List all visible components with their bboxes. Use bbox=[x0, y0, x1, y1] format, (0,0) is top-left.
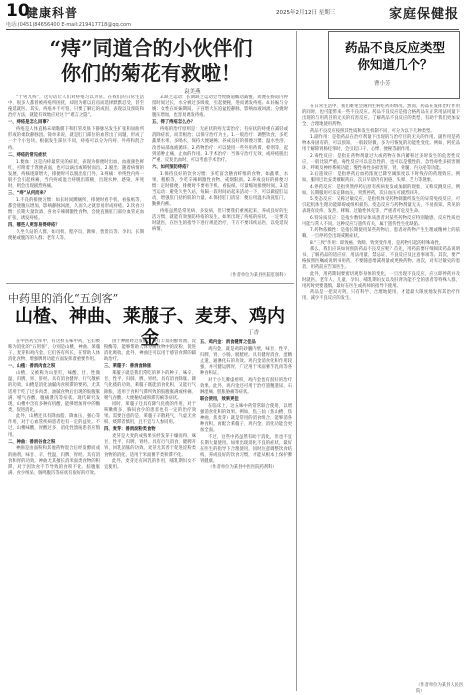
article-b-column-3 bbox=[200, 339, 292, 689]
subheading: 二、神曲：善消谷食之积 bbox=[8, 439, 56, 445]
article-c-author: 曹小芳 bbox=[374, 81, 391, 87]
paragraph: 在日常生活中，我们难免会遇到生病吃药的情况。然而，药品在发挥治疗作用的同时，也可能带来一些不良反应。药品不良反应是指合格药品在正常用法用量下出现的与用药目的无关的有害反应。了解药品不良反应的类型，有助于我们更加安全、合理地使用药物。 bbox=[302, 104, 460, 128]
paragraph: 此外，用药期间要密切观察身体的变化，一旦出现不良反应，应立即停药并及时就医。老年人、儿童、孕妇、哺乳期妇女以及肝肾功能不全的患者等特殊人群，用药时更要谨慎，最好在医生或药师的指导下使用。 bbox=[302, 271, 460, 289]
subheading: 四、麦芽：善消淀粉类食物 bbox=[104, 427, 156, 433]
paragraph: （作者单位为某县中医医院药剂科） bbox=[208, 465, 277, 471]
paragraph: 由于神曲经过发酵，含有丰富的酵母菌、淀粉酶等，能够帮助人体分解食物中的淀粉，促进消化吸收。此外，神曲还可以用于感冒食滞的辅助治疗。 bbox=[104, 339, 196, 363]
subheading: 四、哪些人更容易得痔疮？ bbox=[8, 223, 60, 229]
paragraph: 痔疮虽然是常见病、多发病，但只要我们重视起来，养成良好的生活习惯，就能有效预防痔疮的发生。如果出现了痔疮的症状，一定要及时就医，在医生的指导下进行规范治疗，千万不要讳疾忌医，以免延误病情。 bbox=[152, 208, 288, 232]
paragraph: 3.缺乏运动：长期缺乏运动会导致肠道蠕动减慢，粪便在肠道内停留时间过长，水分被过多吸收，引起便秘，进而诱发痔疮。4.妊娠与分娩：女性在妊娠期间，子宫增大压迫盆腔静脉，影响血液回流；分娩时腹压增加，也容易诱发痔疮。 bbox=[152, 95, 288, 119]
article-a-headline-line1: “痔”同道合的小伙伴们 bbox=[49, 36, 253, 60]
paragraph: 4.停药反应：是指突然停药后原有疾病复发或加剧的现象，又称反跳反应。例如，长期服用可乐定降血压，突然停药，次日血压可剧烈回升。 bbox=[302, 184, 460, 196]
paragraph: 痔疮是人体直肠末端黏膜下和肛管皮肤下静脉丛发生扩张和屈曲所形成的柔软静脉团。简单来说，就是肛门部位的血管出了问题，形成了一个个小包块。根据发生部位不同，痔疮可以分为内痔、外痔和混合痔。 bbox=[8, 127, 144, 151]
paragraph: 6.特异质反应：是指少数特异体质患者对某些药物反应特别敏感，反应性质也可能与常人不同。这种反应与遗传有关，属于遗传性生化缺陷。 bbox=[302, 215, 460, 227]
article-b-headline: 山楂、神曲、莱菔子、麦芽、鸡内金 bbox=[15, 306, 285, 349]
paragraph: 不过，这些中药虽然有助于消化，但也不宜长期大量使用。如果出现消化不良的症状，最好在医生的指导下合理使用，同时注意调整饮食结构，养成良好的饮食习惯，才能从根本上保护脾胃健康。 bbox=[200, 434, 292, 464]
article-c-headline-line2: 你知道几个？ bbox=[357, 57, 433, 72]
article-b-kicker: 中药里的消化“五剑客” bbox=[8, 292, 119, 305]
subheading: 六、如何预防痔疮？ bbox=[152, 164, 191, 170]
paragraph: 1.副作用：是指药品在治疗剂量下出现的与治疗目的无关的作用。副作用是药物本身固有的，可以预知，一般较轻微，多为可恢复的功能性变化。例如，阿托品用于解除胃肠痉挛时，会引起口干、心悸、便秘等副作用。 bbox=[302, 135, 460, 153]
article-b-column-2 bbox=[104, 339, 196, 689]
article-c-author-note: （作者单位为某县人民医院） bbox=[416, 683, 464, 694]
paragraph: 5.变态反应：又称过敏反应，是指机体受药物刺激所发生的异常免疫反应，可引起机体生理功能障碍或组织损伤。变态反应与药物剂量无关，不易预知。常见的表现有皮疹、发热、哮喘、过敏性休克等，严重者可危及生命。 bbox=[302, 197, 460, 215]
section-name: 健康科普 bbox=[26, 6, 79, 20]
article-a-author-note: （作者单位为某县医院肛肠科） bbox=[228, 273, 289, 278]
paragraph: 3.后遗效应：是指停药后血药浓度已降至阈浓度以下时残存的药理效应。例如，服用巴比妥类催眠药后，次日早晨仍有困倦、头晕、乏力等现象。 bbox=[302, 172, 460, 184]
masthead-divider bbox=[6, 29, 459, 30]
article-c-headline bbox=[336, 39, 454, 73]
subheading: 五、得了痔疮怎么办？ bbox=[152, 120, 195, 126]
paragraph: 药品是一把双刃剑，只有科学、合理地使用，才能最大限度地发挥其治疗作用，减少不良反应的发生。 bbox=[302, 290, 460, 302]
paragraph: 此外，麦芽还有回乳的作用，哺乳期妇女不宜使用。 bbox=[104, 458, 196, 471]
article-c-headline-line1: 药品不良反应类型 bbox=[344, 40, 445, 55]
paragraph: 痔疮的治疗原则是：无症状的痔无需治疗；有症状的痔重在减轻或消除症状，而非根治；以保守治疗为主。1.一般治疗：调整饮食，多吃蔬菜水果，多喝水，保持大便通畅；养成良好的排便习惯；温水坐浴，改善局部血液循环。2.药物治疗：可以使用一些外用药膏、栓剂等，起到消肿止痛、止血的作用。3.手术治疗：当保守治疗无效，或痔疮脱出严重、反复出血时，可以考虑手术治疗。 bbox=[152, 127, 288, 163]
subheading: 三、“痔”从何而来？ bbox=[8, 191, 49, 196]
paragraph: 山楂，又被称为山里红，味酸、甘，性微温，归脾、胃、肝经。具有消食健胃、行气散瘀的功效。山楂是消化油腻肉食积滞的要药，尤其适用于吃了过多肉类、油腻食物后出现的脘腹胀满、嗳气吞酸、腹痛泄泻等症状。现代研究发现，山楂中含有多种有机酸，能够增加胃中的酶类，促进消化。 bbox=[8, 371, 100, 413]
paragraph: 1.不良的排便习惯：如长时间蹲厕所、排便时看手机、看报纸等，都会使腹压增加，影响静脉回流，久而久之就容易形成痔疮。2.饮食习惯：长期大量饮酒、喜食辛辣刺激性食物，会使直肠肛门部位血管充血扩张，诱发痔疮。 bbox=[8, 197, 144, 222]
paragraph: 在临床上，这五味中药常常联合使用，以增强消食化积的效果。例如，焦三仙（焦山楂、焦神曲、焦麦芽）就是常用的消食组合，能够消各种食积。再配合莱菔子、鸡内金，消化功能会更加全面。 bbox=[200, 403, 292, 434]
masthead bbox=[6, 3, 459, 23]
paragraph: 药品不良反应按照其性质和发生机制不同，可分为以下几种类型。 bbox=[310, 128, 435, 134]
paragraph: 此外，山楂还具有降血脂、降血压、强心等作用，对于心血管疾病患者也有一定的益处。不过，山楂味酸，胃酸过多、消化性溃疡患者应慎用。 bbox=[8, 414, 100, 438]
contact-line: 电话:(0451)84656400 E-mail:219417718@qq.com bbox=[6, 22, 131, 28]
paragraph: 神曲是由面粉和其他药物混合后经发酵而成的曲剂，味甘、辛，性温，归脾、胃经。具有消食和胃的功效。神曲尤其擅长消米面类食物的积滞，对于因饮食不节导致的食积不化、脘腹胀满、食少纳呆、肠鸣腹泻等症状有很好的疗效。 bbox=[8, 446, 100, 476]
paragraph: 在中医药宝库中，有这样五味中药，它们被称为消化的“五剑客”，分别是山楂、神曲、莱菔子、麦芽和鸡内金。它们各有所长，在帮助人体消化食物、增强脾胃功能方面发挥着重要作用。 bbox=[8, 339, 100, 363]
newspaper-name: 家庭保健报 bbox=[388, 7, 459, 22]
article-a-column-1 bbox=[8, 95, 144, 271]
subheading: 五、鸡内金：消食健胃之佳品 bbox=[200, 340, 256, 345]
article-a-headline-line2: 你们的菊花有救啦！ bbox=[61, 61, 241, 85]
article-divider bbox=[6, 283, 294, 284]
paragraph: 麦芽是大麦的成熟果实经发芽干燥而得，味甘，性平，归脾、胃经。具有行气消食、健脾开胃、回乳消胀的功效。麦芽尤其善于促进淀粉类食物的消化，适用于米面薯芋类积滞不化。 bbox=[104, 434, 196, 458]
paragraph: 2.毒性反应：是指在药物剂量过大或药物在体内蓄积过多时发生的危害性反应，一般比较严重。毒性反应可以是急性的，也可以是慢性的。急性毒性多损害循环、呼吸及神经系统功能；慢性毒性多损害肝、肾、骨髓、内分泌等功能。 bbox=[302, 153, 460, 171]
page-number: 10 bbox=[6, 1, 30, 21]
paragraph: 那么，我们应该如何预防药品不良反应呢？首先，用药前要仔细阅读药品说明书，了解药品的适应症、用法用量、禁忌证、不良反应及注意事项等。其次，要严格按照医嘱或说明书用药，不要随意增减剂量或更换药物。再次，对有过敏史的患者，用药前应告知医生。 bbox=[302, 247, 460, 271]
issue-date: 2025年2月12日 星期三 bbox=[276, 10, 336, 16]
paragraph: 鸡内金，就是鸡的砂囊内壁，味甘，性平，归脾、胃、小肠、膀胱经。具有健胃消食、涩精止遗、通淋化石的功效。鸡内金消食化积作用较强，并可健运脾胃，广泛用于米面薯芋乳肉等各种食积证。 bbox=[200, 346, 292, 377]
paragraph: 7.药物依赖性：是指长期使用某些药物后，患者对药物产生生理或精神上的依赖，一旦停药会出现戒断症状。 bbox=[302, 228, 460, 240]
paragraph: 同时，莱菔子还具有降气化痰的作用，对于咳嗽痰多、胸闷食少的患者也有一定的治疗效果。需要注意的是，莱菔子辛散耗气，气虚无食积、痰滞者慎用，且不宜与人参同用。 bbox=[104, 402, 196, 426]
article-b-author: 丁香 bbox=[248, 330, 260, 336]
subheading: 三、莱菔子：善消食除胀 bbox=[104, 364, 152, 370]
paragraph: 1.便血：这是内痔最常见的症状，表现为排便时出血，血液颜色鲜红，可附着于粪便表面，也可以滴出或喷射而出。2.脱出：随着病情的发展，痔核逐渐增大，排便时可以脱出肛门外。3.疼痛：单纯性内痔一般不会引起疼痛，当内痔或混合痔脱出嵌顿，出现水肿、感染、坏死时，则会出现剧烈疼痛。 bbox=[8, 159, 144, 189]
paragraph: “十男九痔”，这句话让人们对痔疮习以为常。在我们的日常生活中，很多人都曾被痔疮所困扰，却因为难以启齿而选择默默忍受，甚至拖延就医。其实，痔疮并不可怕，只要了解它的成因、表现以及预防和治疗方法，就能有效地应对这个“难言之隐”。 bbox=[8, 95, 144, 119]
subheading: 联合使用，效果更佳 bbox=[200, 396, 239, 402]
article-a-author: 袁美燕 bbox=[184, 89, 201, 95]
column-divider bbox=[296, 31, 297, 691]
paragraph: 莱菔子就是我们常吃的萝卜的种子，味辛、甘，性平，归肺、脾、胃经。具有消食除胀、降气化痰的功效。莱菔子既能消食化积，又能行气除胀，适用于食积气滞所致的脘腹胀满或疼痛、嗳气吞酸、大便秘结或积滞泻痢等症状。 bbox=[104, 371, 196, 401]
subheading: 一、痔疮是怎么回事？ bbox=[8, 120, 51, 126]
paragraph: 8.“三致”作用：即致癌、致畸、致突变作用，是药物引起的特殊毒性。 bbox=[310, 240, 444, 246]
subheading: 一、山楂：善消肉食之积 bbox=[8, 364, 56, 370]
article-a-column-2 bbox=[152, 95, 288, 271]
subheading: 二、痔疮的常见症状 bbox=[8, 152, 47, 158]
article-c-column bbox=[302, 104, 460, 687]
article-a-headline bbox=[8, 36, 294, 86]
paragraph: 久坐久站的人群，如司机、程序员、教师、售货员等；孕妇；长期便秘或腹泻的人群；老年人等。 bbox=[8, 230, 144, 242]
paragraph: 1.保持良好的饮食习惯：多吃富含膳食纤维的食物，如蔬菜、水果、粗粮等，少吃辛辣刺激性食物，戒烟限酒。2.养成良好的排便习惯：定时排便，排便时不要看手机、看报纸，尽量缩短排便时间。3.适当运动：避免久坐久站，每隔一段时间站起来活动一下，可以做提肛运动，增强肛门括约肌的力量。4.保持肛门清洁：便后用温水清洗肛门，勤换内裤。 bbox=[152, 171, 288, 208]
paragraph: 对于小儿脾虚疳积，鸡内金也有很好的治疗效果。此外，鸡内金还可用于治疗遗精遗尿、石淋涩痛、胆胀胁痛等症状。 bbox=[200, 377, 292, 395]
article-b-column-1 bbox=[8, 339, 100, 689]
